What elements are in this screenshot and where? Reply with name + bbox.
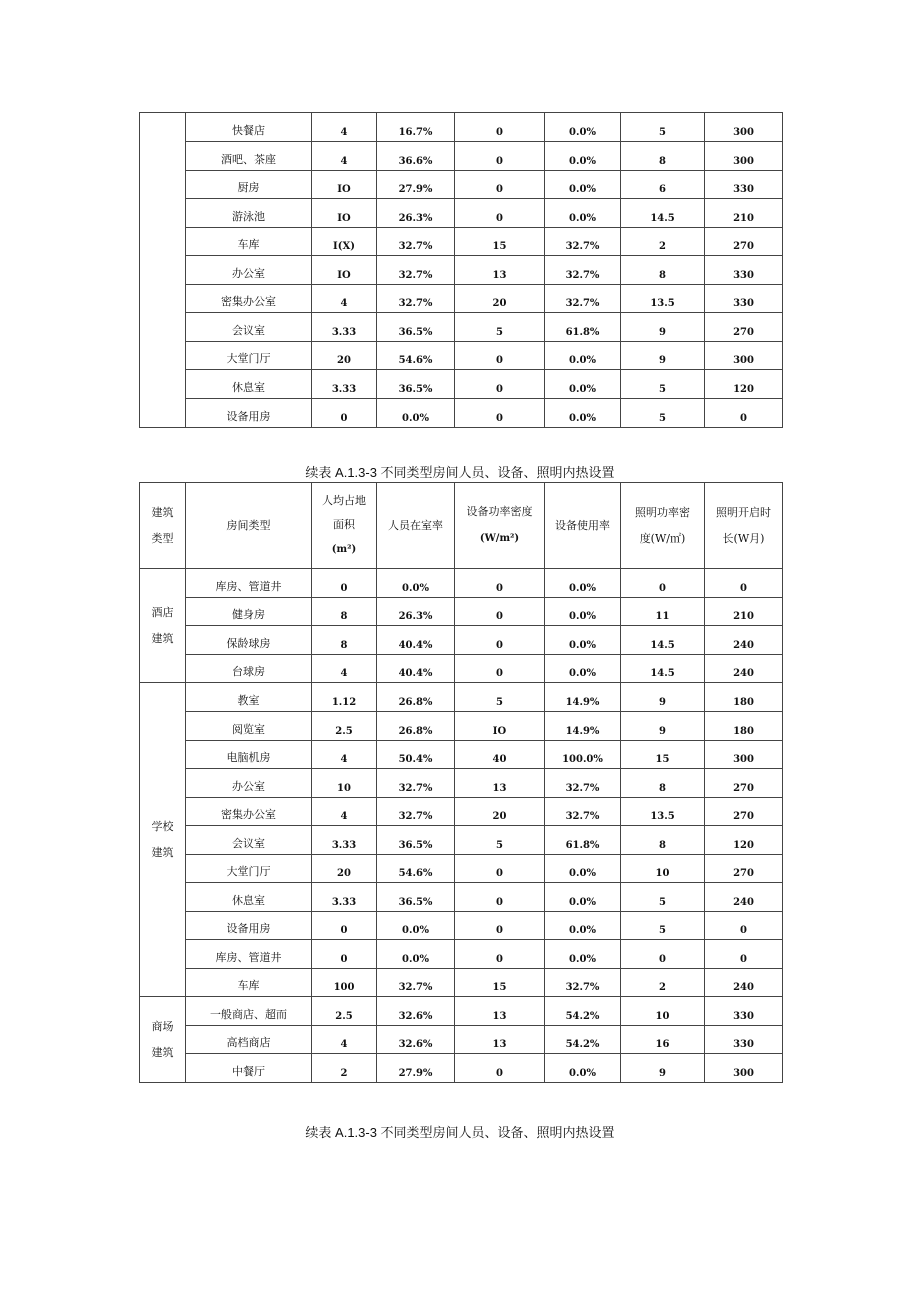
category-label-line2: 建筑	[151, 631, 174, 645]
room-heat-settings-table	[139, 482, 783, 1083]
value-cell: 32.6%	[377, 1026, 455, 1054]
value-cell: 0.0%	[377, 940, 455, 969]
value-cell: 330	[705, 285, 783, 313]
value-cell: 26.3%	[377, 199, 455, 228]
table-row	[140, 142, 783, 171]
value-cell: 0.0%	[545, 113, 621, 142]
room-type-cell: 库房、管道井	[186, 569, 312, 598]
table-row	[140, 826, 783, 855]
value-cell: 4	[312, 741, 377, 769]
value-cell: 180	[705, 712, 783, 741]
header-building-type: 建筑 类型	[140, 483, 186, 569]
value-cell: 32.7%	[545, 769, 621, 798]
room-type-cell: 设备用房	[186, 399, 312, 428]
value-cell: 0	[705, 940, 783, 969]
header-equipment-density: 设备功率密度 (W/m²)	[455, 483, 545, 569]
value-cell: 20	[312, 342, 377, 370]
room-type-cell: 设备用房	[186, 912, 312, 940]
value-cell: 32.7%	[377, 228, 455, 256]
value-cell: 5	[621, 399, 705, 428]
value-cell: 5	[621, 370, 705, 399]
table-row	[140, 997, 783, 1026]
building-category-cell	[140, 997, 186, 1083]
value-cell: 270	[705, 855, 783, 883]
value-cell: 0.0%	[377, 399, 455, 428]
header-lighting-hours: 照明开启时 长(W月)	[705, 483, 783, 569]
value-cell: 0	[455, 370, 545, 399]
value-cell: 240	[705, 883, 783, 912]
value-cell: 40	[455, 741, 545, 769]
room-type-cell: 中餐厅	[186, 1054, 312, 1083]
room-type-cell: 保龄球房	[186, 626, 312, 655]
value-cell: 120	[705, 370, 783, 399]
value-cell: 4	[312, 798, 377, 826]
value-cell: 0	[312, 940, 377, 969]
building-type-cell	[140, 113, 186, 428]
value-cell: 180	[705, 683, 783, 712]
value-cell: 2	[621, 228, 705, 256]
value-cell: 16.7%	[377, 113, 455, 142]
value-cell: 32.7%	[377, 798, 455, 826]
value-cell: 20	[312, 855, 377, 883]
room-type-cell: 会议室	[186, 313, 312, 342]
value-cell: 54.2%	[545, 997, 621, 1026]
value-cell: 240	[705, 626, 783, 655]
value-cell: 300	[705, 741, 783, 769]
value-cell: 32.7%	[377, 769, 455, 798]
value-cell: 100	[312, 969, 377, 997]
value-cell: 0	[455, 342, 545, 370]
room-type-cell: 一般商店、超而	[186, 997, 312, 1026]
room-type-cell: 游泳池	[186, 199, 312, 228]
header-area-per-person: 人均占地 面积 (m²)	[312, 483, 377, 569]
value-cell: 0	[455, 171, 545, 199]
value-cell: 61.8%	[545, 826, 621, 855]
value-cell: 240	[705, 969, 783, 997]
table-row	[140, 712, 783, 741]
table-row	[140, 370, 783, 399]
value-cell: 0	[455, 142, 545, 171]
category-label-line1: 商场	[151, 1019, 174, 1033]
value-cell: 14.5	[621, 199, 705, 228]
value-cell: 0	[312, 569, 377, 598]
value-cell: 0	[455, 113, 545, 142]
table-caption: 续表 A.1.3-3 不同类型房间人员、设备、照明内热设置	[305, 465, 615, 480]
value-cell: 9	[621, 313, 705, 342]
value-cell: 9	[621, 1054, 705, 1083]
value-cell: 9	[621, 712, 705, 741]
value-cell: 32.6%	[377, 997, 455, 1026]
value-cell: 32.7%	[377, 285, 455, 313]
room-type-cell: 台球房	[186, 655, 312, 683]
value-cell: 0	[621, 569, 705, 598]
value-cell: 10	[621, 855, 705, 883]
room-type-cell: 酒吧、茶座	[186, 142, 312, 171]
value-cell: 13	[455, 997, 545, 1026]
value-cell: 36.5%	[377, 826, 455, 855]
value-cell: 270	[705, 228, 783, 256]
value-cell: 0.0%	[545, 940, 621, 969]
value-cell: 0	[705, 399, 783, 428]
room-type-cell: 密集办公室	[186, 798, 312, 826]
value-cell: 0.0%	[545, 370, 621, 399]
value-cell: 36.6%	[377, 142, 455, 171]
value-cell: 4	[312, 655, 377, 683]
value-cell: 54.2%	[545, 1026, 621, 1054]
room-type-cell: 电脑机房	[186, 741, 312, 769]
table-row	[140, 171, 783, 199]
value-cell: 11	[621, 598, 705, 626]
header-room-type: 房间类型	[186, 483, 312, 569]
value-cell: 0.0%	[545, 883, 621, 912]
table-row	[140, 769, 783, 798]
value-cell: 3.33	[312, 826, 377, 855]
value-cell: 0.0%	[545, 399, 621, 428]
value-cell: 32.7%	[377, 256, 455, 285]
table-row	[140, 285, 783, 313]
value-cell: 0.0%	[377, 912, 455, 940]
value-cell: 5	[455, 683, 545, 712]
value-cell: 0.0%	[545, 912, 621, 940]
room-type-cell: 车库	[186, 228, 312, 256]
value-cell: 210	[705, 199, 783, 228]
value-cell: 54.6%	[377, 342, 455, 370]
value-cell: 5	[621, 883, 705, 912]
value-cell: 5	[621, 912, 705, 940]
category-label-line2: 建筑	[151, 845, 174, 859]
table-caption-next: 续表 A.1.3-3 不同类型房间人员、设备、照明内热设置	[305, 1125, 615, 1140]
value-cell: 0.0%	[545, 342, 621, 370]
value-cell: 40.4%	[377, 626, 455, 655]
value-cell: 32.7%	[545, 285, 621, 313]
value-cell: 32.7%	[545, 969, 621, 997]
value-cell: 27.9%	[377, 1054, 455, 1083]
value-cell: 14.9%	[545, 712, 621, 741]
value-cell: 26.3%	[377, 598, 455, 626]
room-type-cell: 快餐店	[186, 113, 312, 142]
value-cell: IO	[312, 256, 377, 285]
table-row	[140, 655, 783, 683]
value-cell: 10	[312, 769, 377, 798]
table2-body	[140, 569, 783, 1083]
value-cell: 14.5	[621, 655, 705, 683]
value-cell: 0	[621, 940, 705, 969]
value-cell: 16	[621, 1026, 705, 1054]
category-label-line2: 建筑	[151, 1045, 174, 1059]
value-cell: 0.0%	[545, 655, 621, 683]
value-cell: 0	[312, 399, 377, 428]
value-cell: 4	[312, 285, 377, 313]
value-cell: 13	[455, 256, 545, 285]
table-row	[140, 313, 783, 342]
category-label-line1: 酒店	[151, 605, 174, 619]
room-type-cell: 办公室	[186, 256, 312, 285]
value-cell: 2	[621, 969, 705, 997]
table-row	[140, 1054, 783, 1083]
value-cell: 100.0%	[545, 741, 621, 769]
table-row	[140, 598, 783, 626]
room-type-cell: 密集办公室	[186, 285, 312, 313]
value-cell: 61.8%	[545, 313, 621, 342]
value-cell: 8	[621, 769, 705, 798]
value-cell: 32.7%	[377, 969, 455, 997]
value-cell: 300	[705, 342, 783, 370]
value-cell: 13	[455, 769, 545, 798]
value-cell: 330	[705, 1026, 783, 1054]
value-cell: 10	[621, 997, 705, 1026]
value-cell: I(X)	[312, 228, 377, 256]
value-cell: 13.5	[621, 285, 705, 313]
value-cell: 5	[621, 113, 705, 142]
table-row	[140, 798, 783, 826]
value-cell: 0	[455, 598, 545, 626]
room-type-cell: 库房、管道井	[186, 940, 312, 969]
value-cell: 0	[455, 199, 545, 228]
value-cell: 32.7%	[545, 256, 621, 285]
header-lighting-density: 照明功率密 度(W/㎡)	[621, 483, 705, 569]
value-cell: 2.5	[312, 997, 377, 1026]
value-cell: 0.0%	[377, 569, 455, 598]
value-cell: 15	[621, 741, 705, 769]
value-cell: 50.4%	[377, 741, 455, 769]
header-equipment-usage: 设备使用率	[545, 483, 621, 569]
room-type-cell: 阅览室	[186, 712, 312, 741]
value-cell: IO	[312, 199, 377, 228]
table-row	[140, 940, 783, 969]
value-cell: 9	[621, 683, 705, 712]
continued-table-top	[139, 112, 783, 428]
value-cell: 26.8%	[377, 712, 455, 741]
table1-body	[140, 113, 783, 428]
value-cell: 8	[621, 826, 705, 855]
value-cell: 8	[312, 626, 377, 655]
value-cell: 240	[705, 655, 783, 683]
value-cell: 32.7%	[545, 798, 621, 826]
room-type-cell: 健身房	[186, 598, 312, 626]
value-cell: 40.4%	[377, 655, 455, 683]
value-cell: 4	[312, 1026, 377, 1054]
table-row	[140, 399, 783, 428]
value-cell: 330	[705, 256, 783, 285]
value-cell: 0	[312, 912, 377, 940]
category-label-line1: 学校	[151, 819, 174, 833]
table-row	[140, 969, 783, 997]
value-cell: 0.0%	[545, 626, 621, 655]
value-cell: 330	[705, 171, 783, 199]
value-cell: 36.5%	[377, 883, 455, 912]
value-cell: 0	[455, 655, 545, 683]
header-row	[140, 483, 783, 569]
room-type-cell: 办公室	[186, 769, 312, 798]
value-cell: IO	[455, 712, 545, 741]
table-row	[140, 1026, 783, 1054]
table-row	[140, 626, 783, 655]
value-cell: 15	[455, 228, 545, 256]
room-type-cell: 教室	[186, 683, 312, 712]
value-cell: 0	[455, 855, 545, 883]
value-cell: 330	[705, 997, 783, 1026]
room-type-cell: 车库	[186, 969, 312, 997]
header-occupancy-rate: 人员在室率	[377, 483, 455, 569]
room-type-cell: 高档商店	[186, 1026, 312, 1054]
room-type-cell: 大堂门厅	[186, 855, 312, 883]
value-cell: 120	[705, 826, 783, 855]
room-type-cell: 大堂门厅	[186, 342, 312, 370]
room-type-cell: 休息室	[186, 370, 312, 399]
value-cell: 2	[312, 1054, 377, 1083]
value-cell: 13	[455, 1026, 545, 1054]
table-row	[140, 683, 783, 712]
value-cell: 6	[621, 171, 705, 199]
value-cell: 9	[621, 342, 705, 370]
value-cell: 26.8%	[377, 683, 455, 712]
value-cell: 5	[455, 313, 545, 342]
value-cell: 8	[312, 598, 377, 626]
table-row	[140, 256, 783, 285]
table-row	[140, 912, 783, 940]
value-cell: 3.33	[312, 883, 377, 912]
value-cell: 14.5	[621, 626, 705, 655]
value-cell: 0	[705, 912, 783, 940]
value-cell: 270	[705, 313, 783, 342]
value-cell: 8	[621, 142, 705, 171]
value-cell: 27.9%	[377, 171, 455, 199]
value-cell: 8	[621, 256, 705, 285]
value-cell: 4	[312, 142, 377, 171]
value-cell: 0.0%	[545, 1054, 621, 1083]
table-row	[140, 569, 783, 598]
value-cell: 0	[455, 883, 545, 912]
room-type-cell: 休息室	[186, 883, 312, 912]
value-cell: 54.6%	[377, 855, 455, 883]
value-cell: 0.0%	[545, 171, 621, 199]
value-cell: 14.9%	[545, 683, 621, 712]
value-cell: 36.5%	[377, 313, 455, 342]
room-type-cell: 会议室	[186, 826, 312, 855]
value-cell: 300	[705, 113, 783, 142]
value-cell: 36.5%	[377, 370, 455, 399]
value-cell: 3.33	[312, 370, 377, 399]
value-cell: 270	[705, 798, 783, 826]
value-cell: 4	[312, 113, 377, 142]
value-cell: 20	[455, 798, 545, 826]
value-cell: 5	[455, 826, 545, 855]
table-row	[140, 855, 783, 883]
value-cell: 0	[455, 399, 545, 428]
room-type-cell: 厨房	[186, 171, 312, 199]
value-cell: 0.0%	[545, 855, 621, 883]
value-cell: 0	[455, 569, 545, 598]
value-cell: 0.0%	[545, 142, 621, 171]
value-cell: IO	[312, 171, 377, 199]
value-cell: 0	[455, 626, 545, 655]
value-cell: 300	[705, 142, 783, 171]
building-category-cell	[140, 683, 186, 997]
table-row	[140, 342, 783, 370]
value-cell: 210	[705, 598, 783, 626]
value-cell: 0.0%	[545, 598, 621, 626]
table-row	[140, 113, 783, 142]
value-cell: 3.33	[312, 313, 377, 342]
value-cell: 0.0%	[545, 199, 621, 228]
value-cell: 2.5	[312, 712, 377, 741]
value-cell: 1.12	[312, 683, 377, 712]
value-cell: 15	[455, 969, 545, 997]
table-row	[140, 741, 783, 769]
value-cell: 270	[705, 769, 783, 798]
value-cell: 13.5	[621, 798, 705, 826]
value-cell: 0	[455, 940, 545, 969]
table2-header	[140, 483, 783, 569]
value-cell: 32.7%	[545, 228, 621, 256]
value-cell: 300	[705, 1054, 783, 1083]
value-cell: 0.0%	[545, 569, 621, 598]
value-cell: 20	[455, 285, 545, 313]
value-cell: 0	[705, 569, 783, 598]
table-row	[140, 199, 783, 228]
table-row	[140, 883, 783, 912]
value-cell: 0	[455, 1054, 545, 1083]
building-category-cell	[140, 569, 186, 683]
table-row	[140, 228, 783, 256]
value-cell: 0	[455, 912, 545, 940]
